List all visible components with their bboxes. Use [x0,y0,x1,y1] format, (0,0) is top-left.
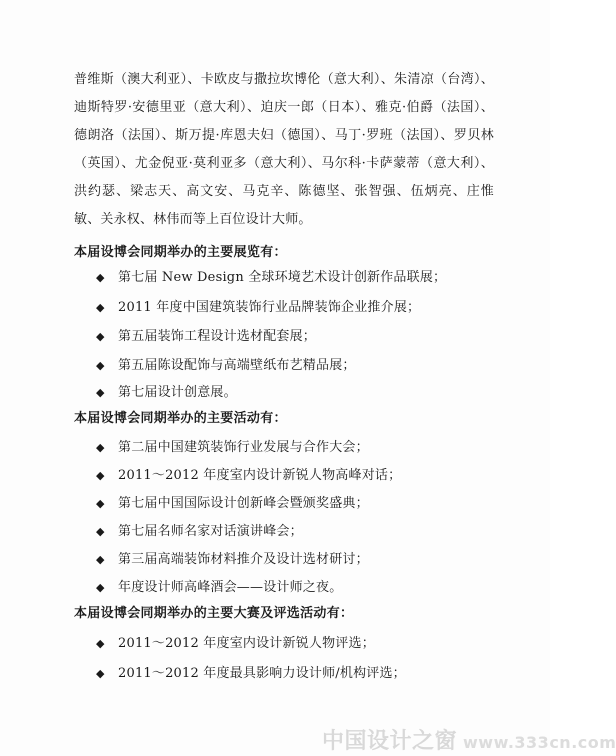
list-item [96,520,303,539]
list-item [96,266,446,285]
list-item [96,492,369,511]
list-item-text: 第五届装饰工程设计选材配套展； [118,329,317,344]
list-item-text: 第五届陈设配饰与高端壁纸布艺精品展； [118,358,356,373]
list-item-text: 第七届设计创意展。 [118,385,237,400]
list-item-text: 2011～2012 年度最具影响力设计师/机构评选； [118,666,406,681]
diamond-bullet-icon: ◆ [96,637,105,650]
list-item-text: 2011～2012 年度室内设计新锐人物高峰对话； [118,468,402,483]
list-item-text: 第七届名师名家对话演讲峰会； [118,524,303,539]
diamond-bullet-icon: ◆ [96,359,105,372]
diamond-bullet-icon: ◆ [96,667,105,680]
diamond-bullet-icon: ◆ [96,441,105,454]
list-item-text: 第七届 New Design 全球环境艺术设计创新作品联展； [118,270,447,285]
list-item [96,464,401,483]
list-item-text: 年度设计师高峰酒会——设计师之夜。 [118,580,343,595]
site-watermark [322,724,616,755]
watermark-brand: 中国设计之窗 [322,729,458,754]
diamond-bullet-icon: ◆ [96,386,105,399]
diamond-bullet-icon: ◆ [96,581,105,594]
diamond-bullet-icon: ◆ [96,330,105,343]
list-item [96,436,369,455]
list-item-text: 第三届高端装饰材料推介及设计选材研讨； [118,552,369,567]
diamond-bullet-icon: ◆ [96,497,105,510]
list-item [96,576,342,595]
list-item [96,354,356,373]
diamond-bullet-icon: ◆ [96,271,105,284]
section-heading-exhibitions: 本届设博会同期举办的主要展览有： [74,245,287,260]
list-item [96,548,369,567]
intro-paragraph: 普维斯（澳大利亚）、卡欧皮与撒拉坎博伦（意大利）、朱清凉（台湾）、迪斯特罗·安德里亚（意大利）、迫庆一郎（日本）、雅克·伯爵（法国）、德朗洛（法国）、斯万提·库恩夫妇（德国）、马丁·罗班（法国）、罗贝林（英国）、尤金倪亚·莫利亚多（意大利）、马尔科·卡萨蒙蒂（意大利）、洪约瑟、梁志天、高文安、马克辛、陈德坚、张智强、伍炳亮、庄惟敏、关永权、林伟而等上百位设计大师。 [74,72,494,227]
watermark-url: www.333cn.com [463,733,616,752]
list-item-text: 第二届中国建筑装饰行业发展与合作大会； [118,440,369,455]
list-item [96,296,420,315]
list-item [96,632,375,651]
diamond-bullet-icon: ◆ [96,525,105,538]
diamond-bullet-icon: ◆ [96,553,105,566]
list-item-text: 2011～2012 年度室内设计新锐人物评选； [118,636,375,651]
list-item [96,325,316,344]
list-item [96,662,406,681]
diamond-bullet-icon: ◆ [96,301,105,314]
list-item [96,381,237,400]
list-item-text: 第七届中国国际设计创新峰会暨颁奖盛典； [118,496,369,511]
section-heading-competitions: 本届设博会同期举办的主要大赛及评选活动有： [74,606,354,621]
diamond-bullet-icon: ◆ [96,469,105,482]
list-item-text: 2011 年度中国建筑装饰行业品牌装饰企业推介展； [118,300,421,315]
section-heading-activities: 本届设博会同期举办的主要活动有： [74,411,287,426]
